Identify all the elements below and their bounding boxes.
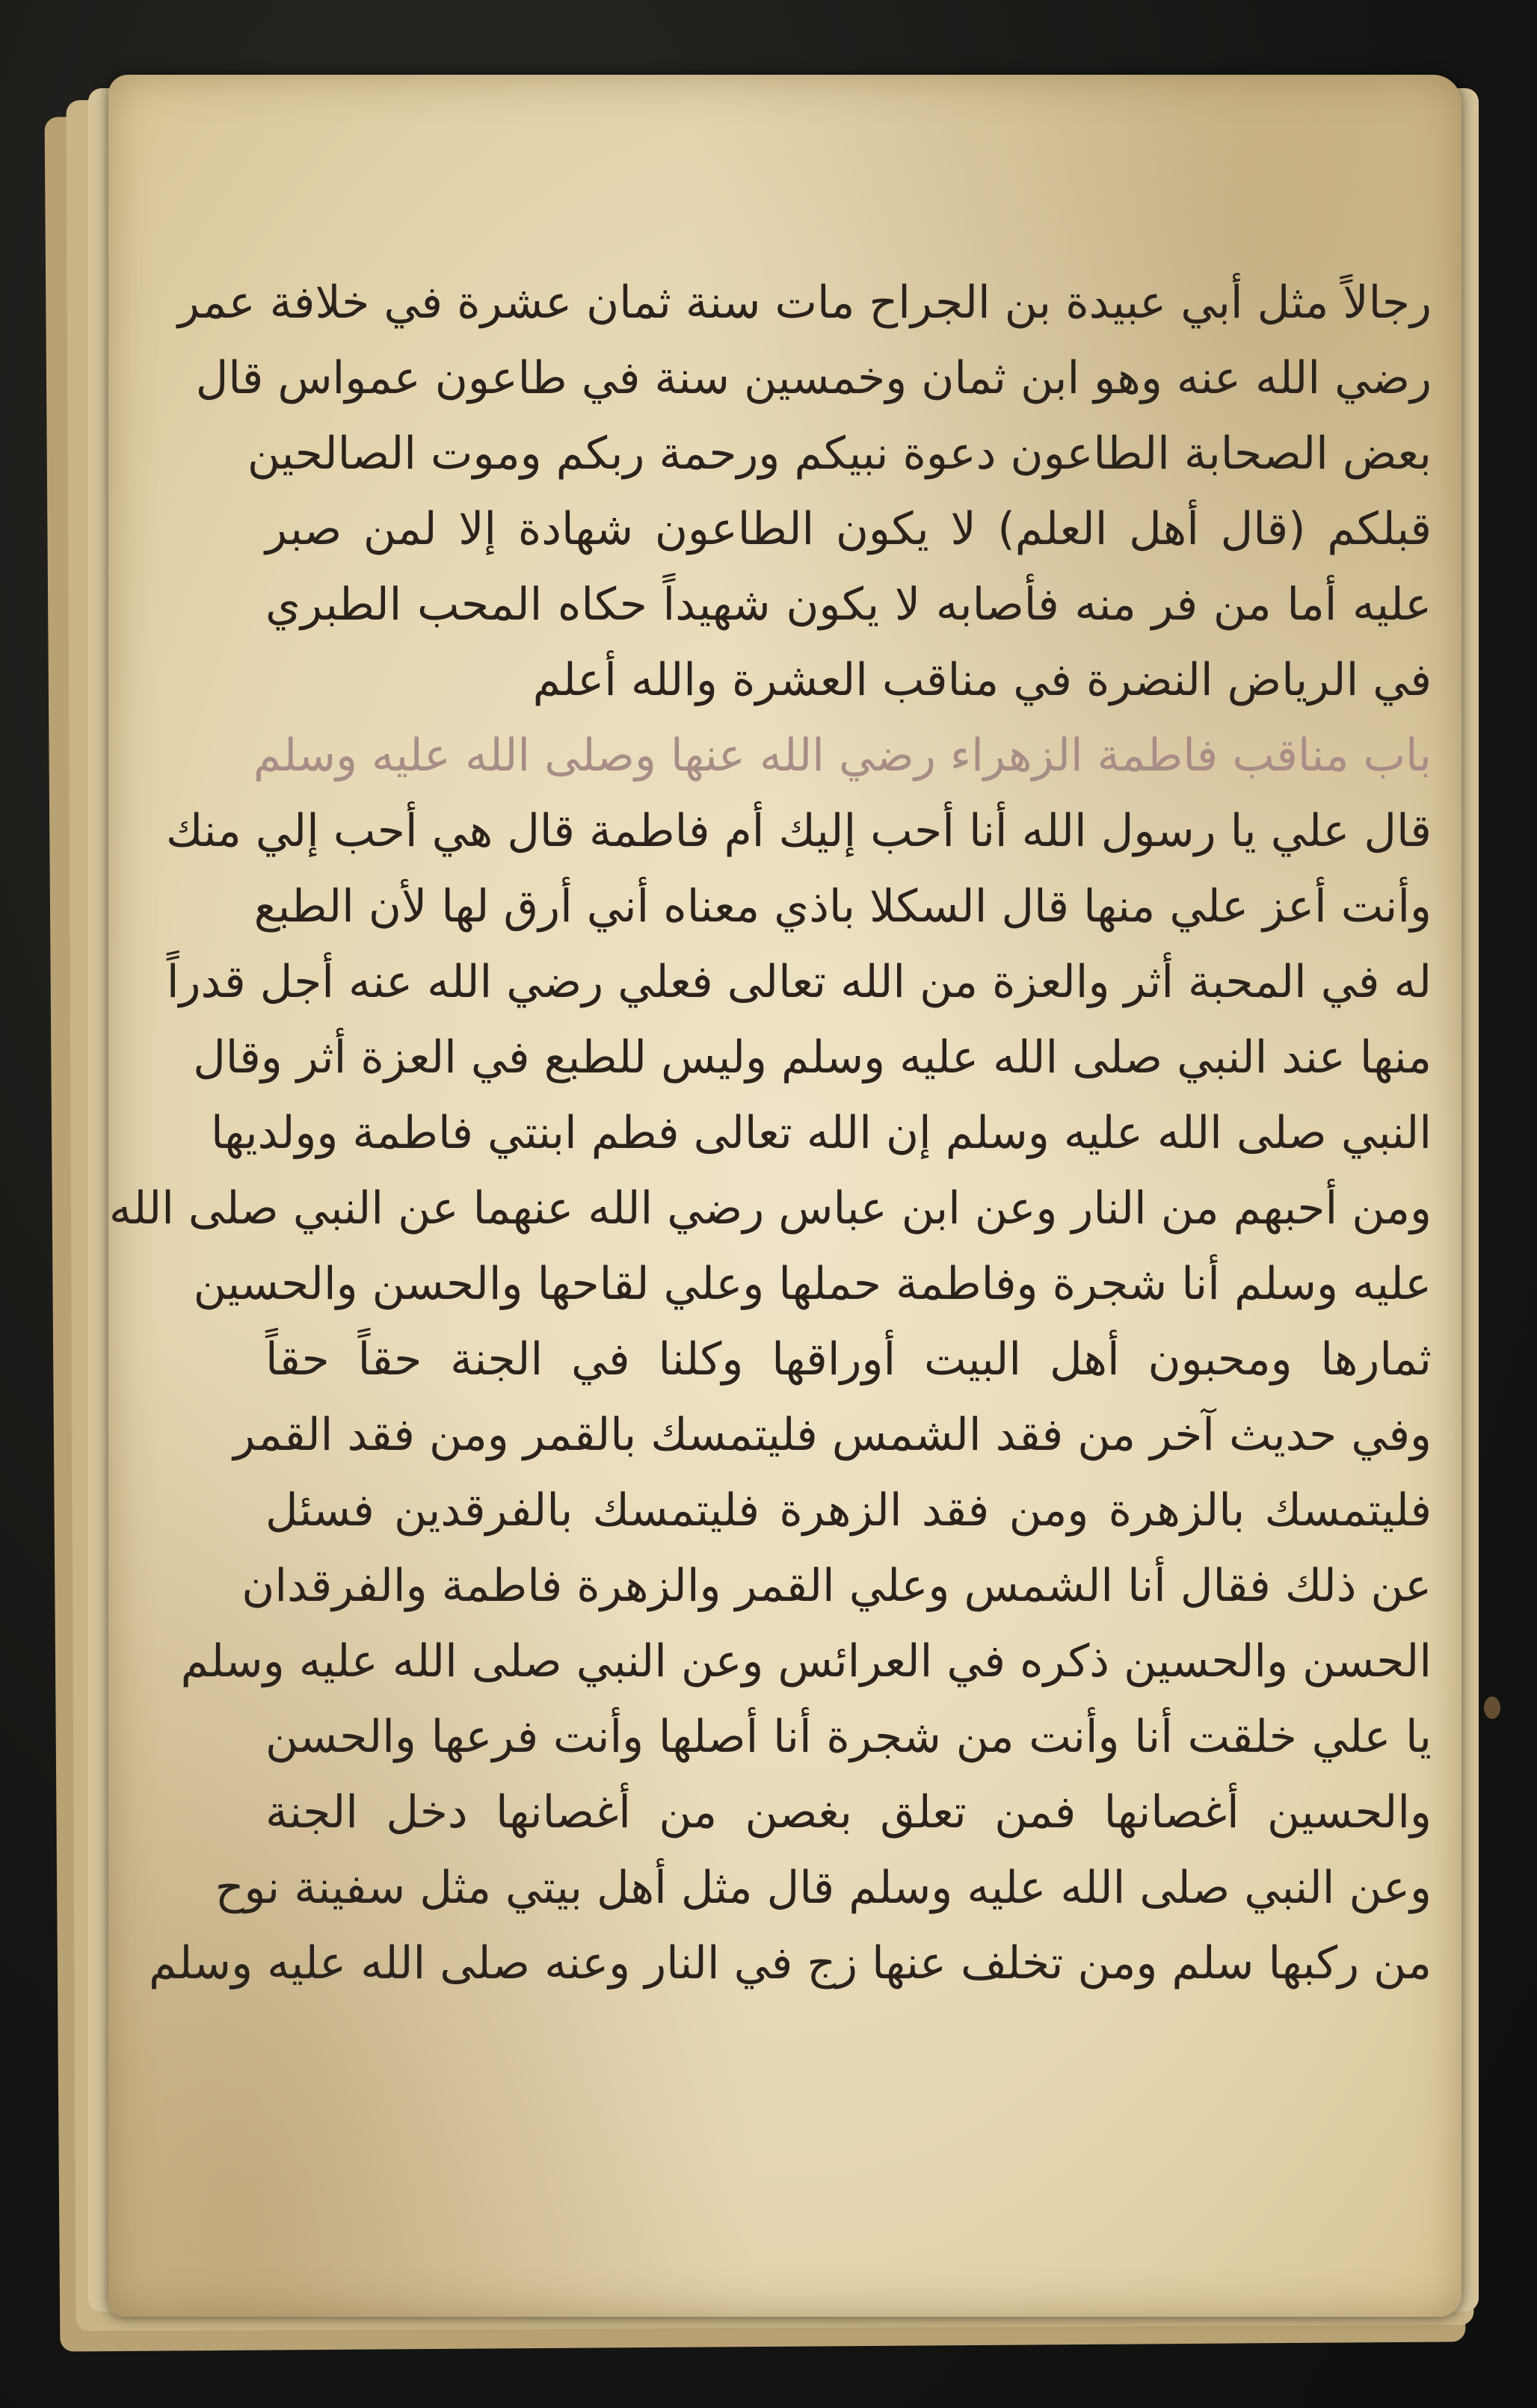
text-line: عن ذلك فقال أنا الشمس وعلي القمر والزهرة فاطمة والفرقدان <box>241 1560 1432 1612</box>
text-block <box>108 265 1432 2001</box>
text-line: وعن النبي صلى الله عليه وسلم قال مثل أهل بيتي مثل سفينة نوح <box>215 1862 1432 1914</box>
ink-stain <box>1484 1697 1500 1719</box>
text-line: له في المحبة أثر والعزة من الله تعالى فعلي رضي الله عنه أجل قدراً <box>166 956 1432 1008</box>
text-line: النبي صلى الله عليه وسلم إن الله تعالى فطم ابنتي فاطمة وولديها <box>210 1107 1432 1159</box>
text-line: والحسين أغصانها فمن تعلق بغصن من أغصانها دخل الجنة <box>265 1786 1432 1839</box>
text-line: قبلكم (قال أهل العلم) لا يكون الطاعون شهادة إلا لمن صبر <box>265 503 1432 555</box>
chapter-heading: باب مناقب فاطمة الزهراء رضي الله عنها وصلى الله عليه وسلم <box>253 729 1432 782</box>
text-line: ثمارها ومحبون أهل البيت أوراقها وكلنا في الجنة حقاً حقاً <box>265 1333 1432 1386</box>
text-line: فليتمسك بالزهرة ومن فقد الزهرة فليتمسك بالفرقدين فسئل <box>265 1484 1432 1537</box>
text-line: الحسن والحسين ذكره في العرائس وعن النبي صلى الله عليه وسلم <box>180 1635 1432 1688</box>
text-line: بعض الصحابة الطاعون دعوة نبيكم ورحمة ربكم وموت الصالحين <box>247 427 1432 480</box>
text-line: عليه أما من فر منه فأصابه لا يكون شهيداً حكاه المحب الطبري <box>265 578 1432 631</box>
text-line: رضي الله عنه وهو ابن ثمان وخمسين سنة في طاعون عمواس قال <box>195 352 1432 404</box>
text-line: يا علي خلقت أنا وأنت من شجرة أنا أصلها وأنت فرعها والحسن <box>265 1711 1432 1763</box>
text-line: ومن أحبهم من النار وعن ابن عباس رضي الله عنهما عن النبي صلى الله <box>108 1182 1432 1235</box>
text-line: قال علي يا رسول الله أنا أحب إليك أم فاطمة قال هي أحب إلي منك <box>165 805 1432 857</box>
manuscript-page <box>108 75 1461 2317</box>
text-line: وأنت أعز علي منها قال السكلا باذي معناه أني أرق لها لأن الطبع <box>253 880 1432 933</box>
text-line: وفي حديث آخر من فقد الشمس فليتمسك بالقمر ومن فقد القمر <box>233 1409 1432 1461</box>
text-line: في الرياض النضرة في مناقب العشرة والله أعلم <box>532 654 1432 706</box>
text-line: منها عند النبي صلى الله عليه وسلم وليس للطبع في العزة أثر وقال <box>193 1031 1432 1084</box>
text-line: عليه وسلم أنا شجرة وفاطمة حملها وعلي لقاحها والحسن والحسين <box>193 1258 1432 1310</box>
text-line: من ركبها سلم ومن تخلف عنها زج في النار وعنه صلى الله عليه وسلم <box>149 1937 1432 1989</box>
text-line: رجالاً مثل أبي عبيدة بن الجراح مات سنة ثمان عشرة في خلافة عمر <box>177 277 1432 329</box>
